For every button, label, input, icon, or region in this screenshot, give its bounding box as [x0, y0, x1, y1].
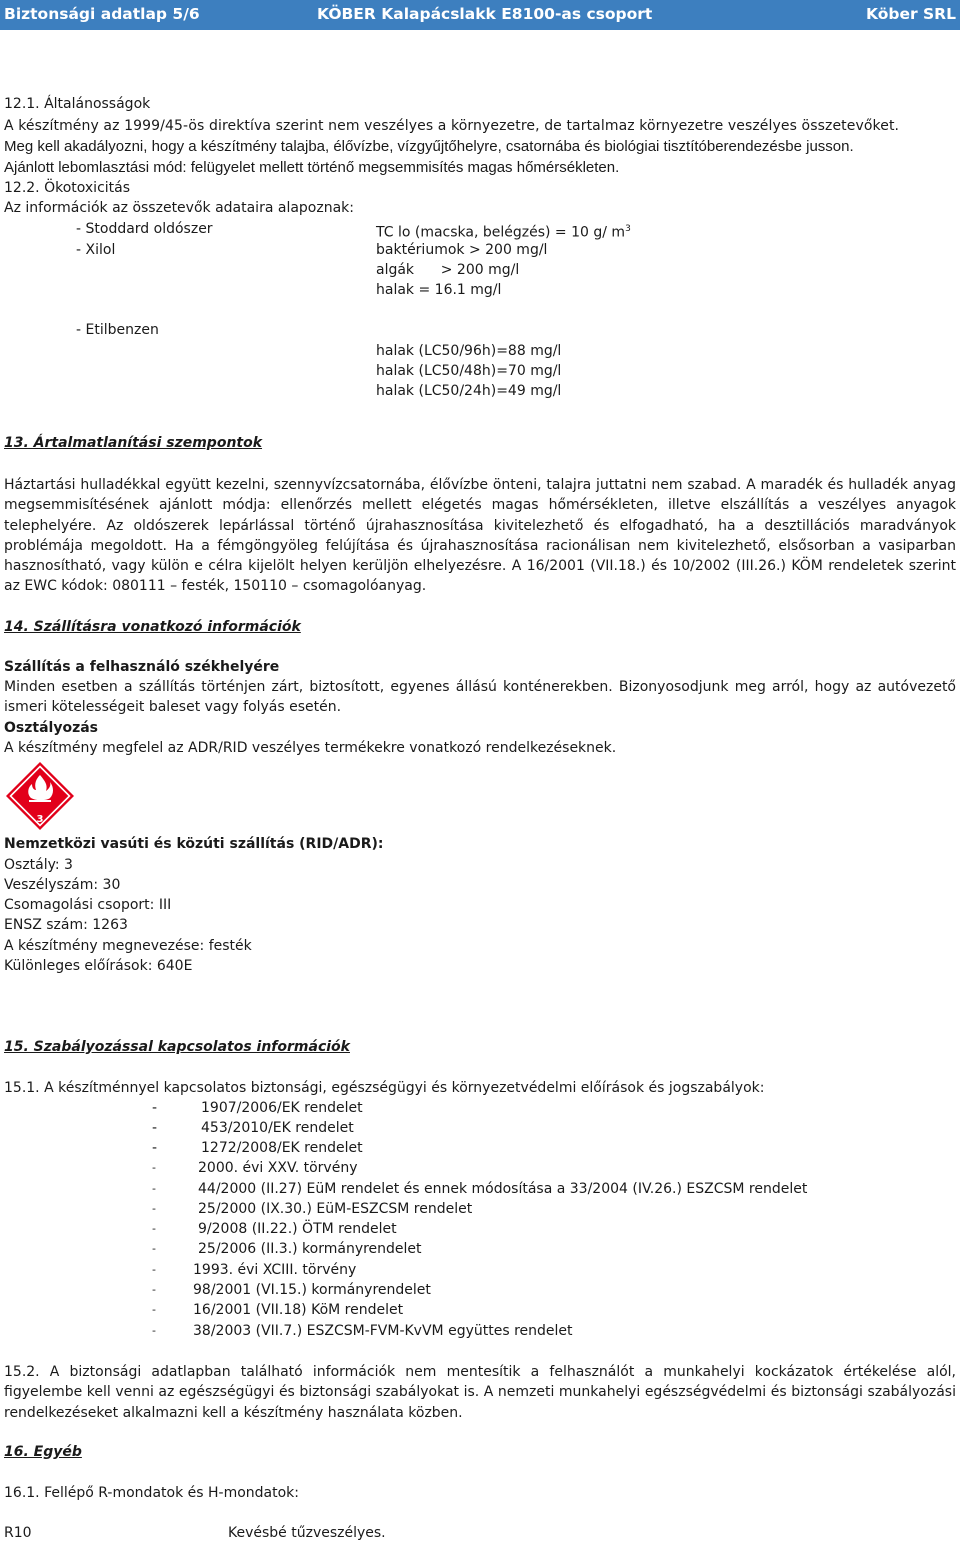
- reg-dash: -: [152, 1222, 156, 1235]
- rid-adr-heading: Nemzetközi vasúti és közúti szállítás (RID/ADR):: [4, 836, 384, 852]
- reg-dash: -: [152, 1283, 156, 1296]
- rid-line-name: A készítmény megnevezése: festék: [4, 938, 252, 954]
- header-center: KÖBER Kalapácslakk E8100-as csoport: [317, 5, 653, 23]
- header-right: Köber SRL: [865, 5, 956, 23]
- etilbenzen-value-1: halak (LC50/96h)=88 mg/l: [376, 343, 562, 359]
- transport-paragraph: Minden esetben a szállítás történjen zárt, biztosított, egyenes állású konténerekben. Bizonyosodjunk meg arról, hogy az autóvezető ismeri kötelességeit baleset vagy folyás esetén.: [4, 679, 956, 716]
- document-header: [0, 0, 960, 30]
- section-13-paragraph: Háztartási hulladékkal együtt kezelni, szennyvízcsatornába, élővízbe önteni, talajra juttatni nem szabad. A maradék és hulladék anyag megsemmisítésének ajánlott módja: ellenőrzés mellett elégetés magas hőmérsékleten, illetve elszállítás a veszélyes anyagok telephelyére. Az oldószerek lepárlással történő újrahasznosítása kivitelezhető és elfogadható, ha a desztillációs maradványok problémája megoldott. Ha a fémgöngyöleg felújítása és újrahasznosítása racionálisan nem kivitelezhető, elsősorban a vasiparban hasznosítható, vagy külön e célra kijelölt helyen kerüljön elhelyezésre. A 16/2001 (VII.18.) és 10/2002 (III.26.) KÖM rendeletek szerint az EWC kódok: 080111 – festék, 150110 – csomagolóanyag.: [4, 477, 956, 595]
- classification-subheading: Osztályozás: [4, 720, 98, 736]
- stoddard-label: - Stoddard oldószer: [76, 221, 213, 237]
- r-phrase-text: Kevésbé tűzveszélyes.: [228, 1525, 386, 1541]
- s12-line-2: Meg kell akadályozni, hogy a készítmény talajba, élővízbe, vízgyűjtőhelyre, csatornába és biológiai tisztítóberendezésbe jusson.: [4, 138, 854, 155]
- reg-dash: -: [152, 1303, 156, 1316]
- rid-line-class: Osztály: 3: [4, 857, 73, 873]
- stoddard-value-sup: 3: [625, 224, 631, 234]
- reg-dash: -: [152, 1120, 158, 1136]
- section-16-1-sub: 16.1. Fellépő R-mondatok és H-mondatok:: [4, 1485, 299, 1501]
- etilbenzen-value-2: halak (LC50/48h)=70 mg/l: [376, 363, 562, 379]
- reg-item: 1907/2006/EK rendelet: [201, 1100, 363, 1116]
- xilol-value-2: algák > 200 mg/l: [376, 262, 520, 278]
- rid-line-un-number: ENSZ szám: 1263: [4, 917, 128, 933]
- header-left: Biztonsági adatlap 5/6: [4, 5, 200, 23]
- pictogram-class-number: 3: [36, 814, 44, 825]
- eco-intro: Az információk az összetevők adataira alapoznak:: [4, 200, 354, 216]
- reg-dash: -: [152, 1202, 156, 1215]
- flame-hazard-icon: [4, 760, 76, 832]
- reg-item: 16/2001 (VII.18) KöM rendelet: [193, 1302, 404, 1318]
- rid-line-hazard-number: Veszélyszám: 30: [4, 877, 121, 893]
- reg-item: 1993. évi XCIII. törvény: [193, 1262, 357, 1278]
- section-13-heading: 13. Ártalmatlanítási szempontok: [4, 435, 263, 451]
- reg-dash: -: [152, 1182, 156, 1195]
- reg-item: 25/2006 (II.3.) kormányrendelet: [198, 1241, 422, 1257]
- reg-item: 9/2008 (II.22.) ÖTM rendelet: [198, 1221, 397, 1237]
- section-15-heading: 15. Szabályozással kapcsolatos információk: [4, 1039, 350, 1055]
- s12-line-1: A készítmény az 1999/45-ös direktíva szerint nem veszélyes a környezetre, de tartalmaz környezetre veszélyes összetevőket.: [4, 118, 900, 134]
- section-12-1-heading: 12.1. Általánosságok: [4, 96, 151, 112]
- s12-line-3: Ajánlott lebomlasztási mód: felügyelet mellett történő megsemmisítés magas hőmérsékleten.: [4, 159, 620, 176]
- reg-dash: -: [152, 1140, 158, 1156]
- etilbenzen-value-3: halak (LC50/24h)=49 mg/l: [376, 383, 562, 399]
- section-15-1-intro: 15.1. A készítménnyel kapcsolatos biztonsági, egészségügyi és környezetvédelmi előírások és jogszabályok:: [4, 1080, 765, 1096]
- reg-dash: -: [152, 1324, 156, 1337]
- section-16-heading: 16. Egyéb: [4, 1444, 82, 1460]
- section-15-2-paragraph: 15.2. A biztonsági adatlapban található információk nem mentesítik a felhasználót a munkahelyi kockázatok értékelése alól, figyelembe kell venni az egészségügyi és biztonsági szabályokat is. A nemzeti munkahelyi egészségvédelmi és biztonsági szabályozási rendelkezéseket alkalmazni kell a készítmény használata közben.: [4, 1364, 956, 1421]
- xilol-label: - Xilol: [76, 242, 116, 258]
- xilol-value-1: baktériumok > 200 mg/l: [376, 242, 548, 258]
- etilbenzen-label: - Etilbenzen: [76, 322, 159, 338]
- stoddard-value-text: TC lo (macska, belégzés) = 10 g/ m: [376, 224, 626, 241]
- r-phrase-code: R10: [4, 1525, 32, 1541]
- transport-subheading: Szállítás a felhasználó székhelyére: [4, 659, 280, 675]
- reg-item: 25/2000 (IX.30.) EüM-ESZCSM rendelet: [198, 1201, 473, 1217]
- section-12-2-heading: 12.2. Ökotoxicitás: [4, 180, 131, 196]
- rid-line-packing-group: Csomagolási csoport: III: [4, 897, 172, 913]
- section-14-heading: 14. Szállításra vonatkozó információk: [4, 619, 301, 635]
- flammable-pictogram: [4, 760, 76, 832]
- classification-paragraph: A készítmény megfelel az ADR/RID veszélyes termékekre vonatkozó rendelkezéseknek.: [4, 740, 617, 756]
- reg-dash: -: [152, 1161, 156, 1174]
- reg-dash: -: [152, 1100, 158, 1116]
- reg-item: 98/2001 (VI.15.) kormányrendelet: [193, 1282, 431, 1298]
- reg-item: 1272/2008/EK rendelet: [201, 1140, 363, 1156]
- reg-item: 2000. évi XXV. törvény: [198, 1160, 358, 1176]
- xilol-value-3: halak = 16.1 mg/l: [376, 282, 502, 298]
- reg-item: 38/2003 (VII.7.) ESZCSM-FVM-KvVM együttes rendelet: [193, 1323, 573, 1339]
- reg-item: 44/2000 (II.27) EüM rendelet és ennek módosítása a 33/2004 (IV.26.) ESZCSM rendelet: [198, 1181, 808, 1197]
- reg-dash: -: [152, 1263, 156, 1276]
- reg-item: 453/2010/EK rendelet: [201, 1120, 354, 1136]
- rid-line-special: Különleges előírások: 640E: [4, 958, 193, 974]
- reg-dash: -: [152, 1242, 156, 1255]
